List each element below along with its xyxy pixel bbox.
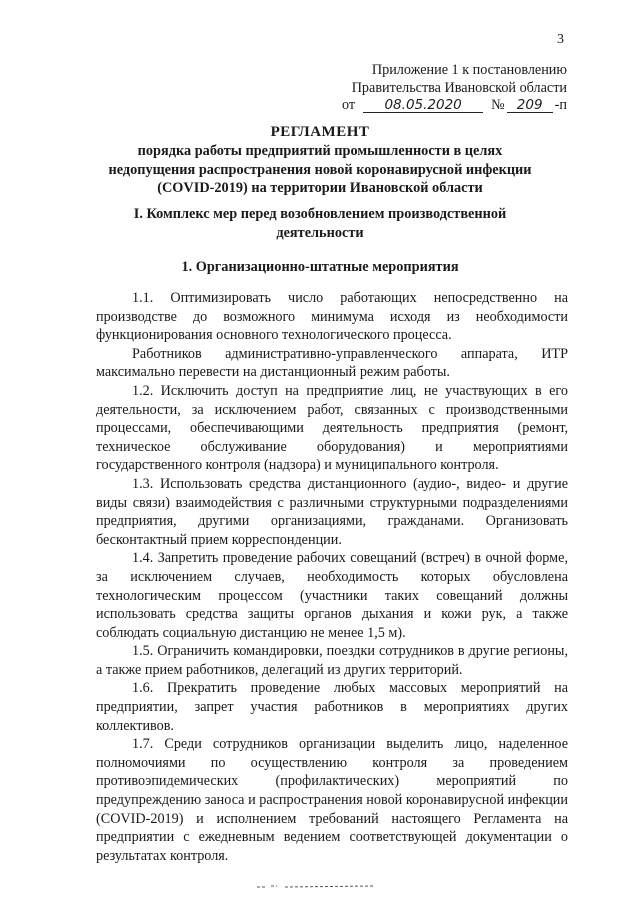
paragraph-1-1: 1.1. Оптимизировать число работающих непосредственно на производстве до возможного минимума исходя из необходимости функционирования основного технологического процесса.: [96, 290, 568, 344]
appendix-line-2: Правительства Ивановской области: [351, 79, 567, 96]
page-number: 3: [557, 32, 564, 47]
handwritten-date: 08.05.2020: [363, 98, 483, 113]
subsection-title: 1. Организационно-штатные мероприятия: [181, 259, 459, 275]
paragraph-1-5: 1.5. Ограничить командировки, поездки сотрудников в другие регионы, а также прием работников, делегаций из других территорий.: [96, 643, 568, 678]
appendix-header: [342, 62, 567, 115]
appendix-date-line: [342, 97, 567, 115]
paragraph-1-2: 1.2. Исключить доступ на предприятие лиц, не участвующих в его деятельности, за исключением работ, связанных с производственными процессами, обеспечивающими деятельность предприятия (ремонт, техническое обслуживание оборудования) и мероприятиями государственного контроля (надзора) и муниципального контроля.: [96, 382, 568, 474]
handwritten-number: 209: [507, 98, 553, 113]
document-subtitle: порядка работы предприятий промышленности в целях недопущения распространения новой коронавирусной инфекции (COVID-2019) на территории Ивановской области: [108, 143, 532, 196]
paragraph-1-4: 1.4. Запретить проведение рабочих совещаний (встреч) в очной форме, за исключением случаев, необходимость которых обусловлена технологическим процессом (участники таких совещаний должны использовать средства защиты органов дыхания и кожи рук, а также соблюдать социальную дистанцию не менее 1,5 м).: [96, 550, 568, 641]
paragraph-1-7: 1.7. Среди сотрудников организации выделить лицо, наделенное полномочиями по осуществлению контроля за проведением противоэпидемических (профилактических) мероприятий по предупреждению заноса и распространения новой коронавирусной инфекции (COVID-2019) и исполнением требований настоящего Регламента на предприятии с ежедневным ведением соответствующей документации о результатах контроля.: [96, 736, 568, 864]
date-prefix: от: [342, 97, 356, 113]
paragraph-1-3: 1.3. Использовать средства дистанционного (аудио-, видео- и другие виды связи) взаимодействия с различными структурными подразделениями предприятия, другими организациями, гражданами. Организовать бесконтактный прием корреспонденции.: [96, 475, 568, 548]
number-suffix: -п: [554, 97, 567, 113]
section-title: I. Комплекс мер перед возобновлением производственной деятельности: [133, 206, 507, 241]
scan-mark-scribble: [255, 883, 375, 889]
body-text: [96, 289, 568, 865]
paragraph-1-6: 1.6. Прекратить проведение любых массовых мероприятий на предприятии, запрет участия работников в мероприятиях других коллективов.: [96, 680, 568, 734]
paragraph-staff: Работников административно-управленческого аппарата, ИТР максимально перевести на дистанционный режим работы.: [96, 345, 568, 381]
document-title: РЕГЛАМЕНТ: [270, 124, 370, 140]
number-label: №: [491, 97, 505, 113]
appendix-line-1: Приложение 1 к постановлению: [371, 62, 567, 78]
